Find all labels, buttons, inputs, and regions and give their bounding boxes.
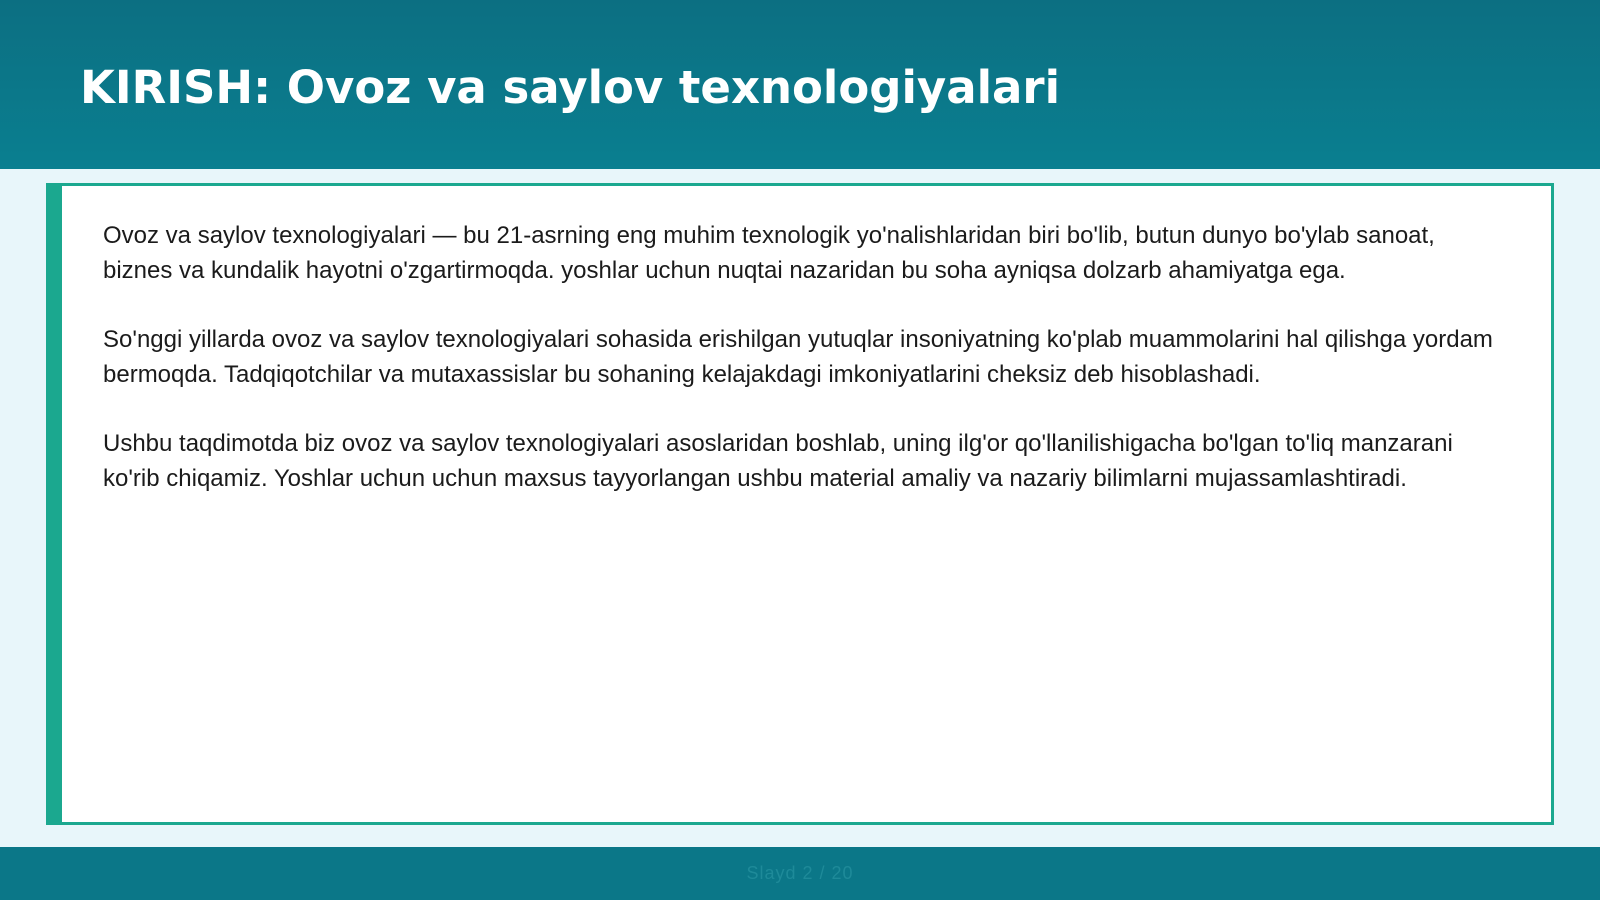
content-card xyxy=(46,183,1554,825)
slide-title: KIRISH: Ovoz va saylov texnologiyalari xyxy=(80,61,1061,114)
page-number: Slayd 2 / 20 xyxy=(746,863,854,883)
slide-footer xyxy=(0,847,1600,900)
slide-header xyxy=(0,0,1600,169)
paragraph-1: Ovoz va saylov texnologiyalari — bu 21-asrning eng muhim texnologik yo'nalishlaridan biri bo'lib, butun dunyo bo'ylab sanoat, biznes va kundalik hayotni o'zgartirmoqda. yoshlar uchun nuqtai nazaridan bu soha ayniqsa dolzarb ahamiyatga ega. xyxy=(103,222,1435,284)
paragraph-2: So'nggi yillarda ovoz va saylov texnologiyalari sohasida erishilgan yutuqlar insoniyatning ko'plab muammolarini hal qilishga yordam bermoqda. Tadqiqotchilar va mutaxassislar bu sohaning kelajakdagi imkoniyatlarini cheksiz deb hisoblashadi. xyxy=(103,326,1493,388)
paragraph-3: Ushbu taqdimotda biz ovoz va saylov texnologiyalari asoslaridan boshlab, uning ilg'or qo'llanilishigacha bo'lgan to'liq manzarani ko'rib chiqamiz. Yoshlar uchun uchun maxsus tayyorlangan ushbu material amaliy va nazariy bilimlarni mujassamlashtiradi. xyxy=(103,430,1453,492)
